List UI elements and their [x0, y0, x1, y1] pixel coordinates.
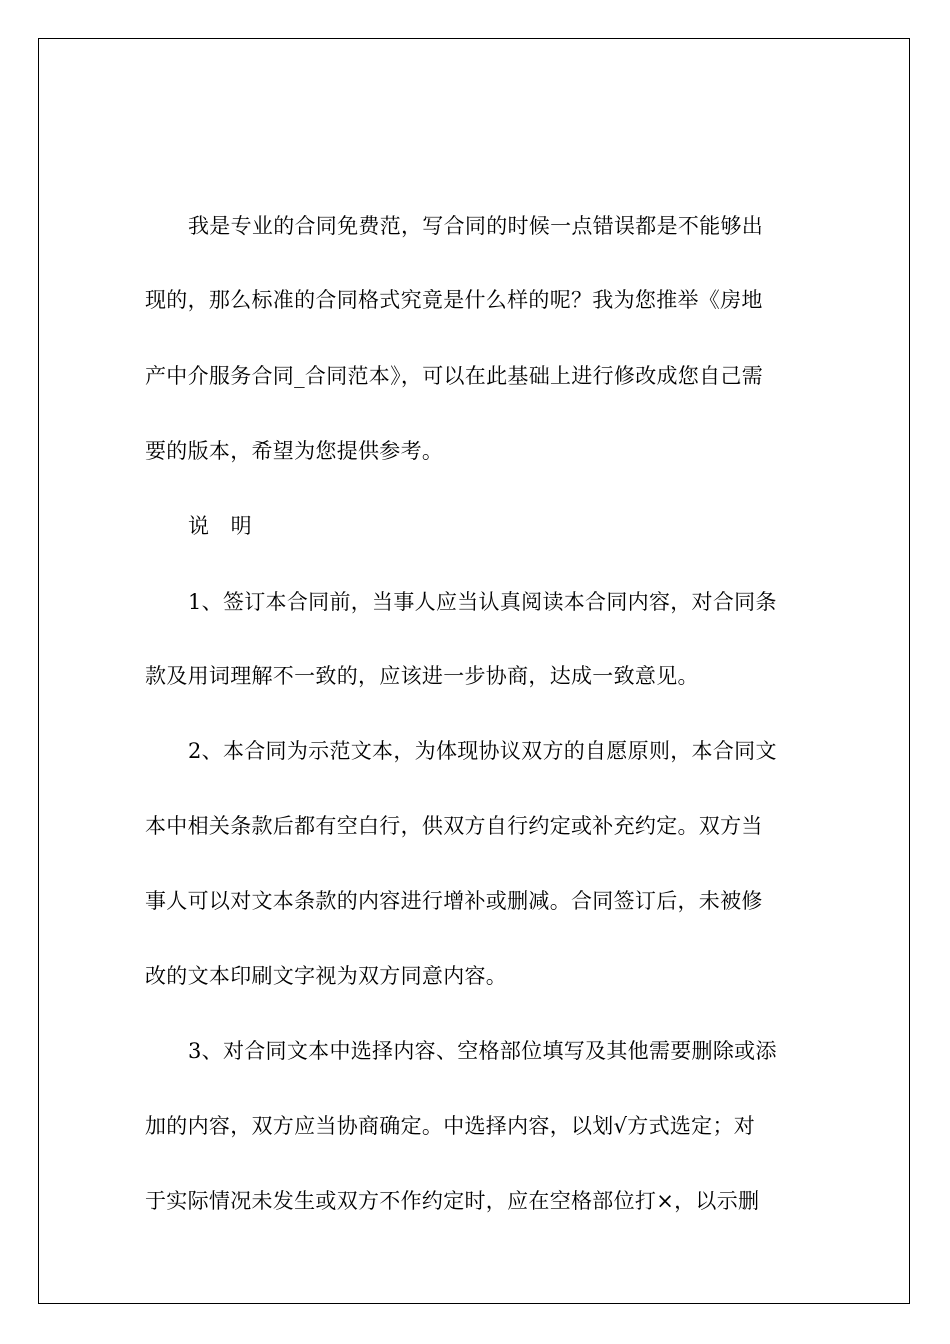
intro-paragraph-line-2: 现的，那么标准的合同格式究竟是什么样的呢？我为您推举《房地 — [145, 288, 763, 312]
clause-3-line-2: 加的内容，双方应当协商确定。中选择内容，以划√方式选定；对 — [145, 1114, 756, 1138]
intro-paragraph-line-4: 要的版本，希望为您提供参考。 — [145, 439, 444, 463]
clause-1-line-1: 1、签订本合同前，当事人应当认真阅读本合同内容，对合同条 — [188, 590, 777, 614]
clause-2-line-4: 改的文本印刷文字视为双方同意内容。 — [145, 964, 508, 988]
clause-2-line-3: 事人可以对文本条款的内容进行增补或删减。合同签订后，未被修 — [145, 889, 763, 913]
intro-paragraph-line-1: 我是专业的合同免费范，写合同的时候一点错误都是不能够出 — [188, 214, 764, 238]
clause-3-line-3: 于实际情况未发生或双方不作约定时，应在空格部位打×，以示删 — [145, 1189, 760, 1213]
section-heading-instructions: 说 明 — [188, 514, 252, 538]
clause-2-line-2: 本中相关条款后都有空白行，供双方自行约定或补充约定。双方当 — [145, 814, 763, 838]
clause-3-line-1: 3、对合同文本中选择内容、空格部位填写及其他需要删除或添 — [188, 1039, 777, 1063]
clause-1-line-2: 款及用词理解不一致的，应该进一步协商，达成一致意见。 — [145, 664, 699, 688]
clause-2-line-1: 2、本合同为示范文本，为体现协议双方的自愿原则，本合同文 — [188, 739, 777, 763]
intro-paragraph-line-3: 产中介服务合同_合同范本》，可以在此基础上进行修改成您自己需 — [145, 364, 763, 388]
